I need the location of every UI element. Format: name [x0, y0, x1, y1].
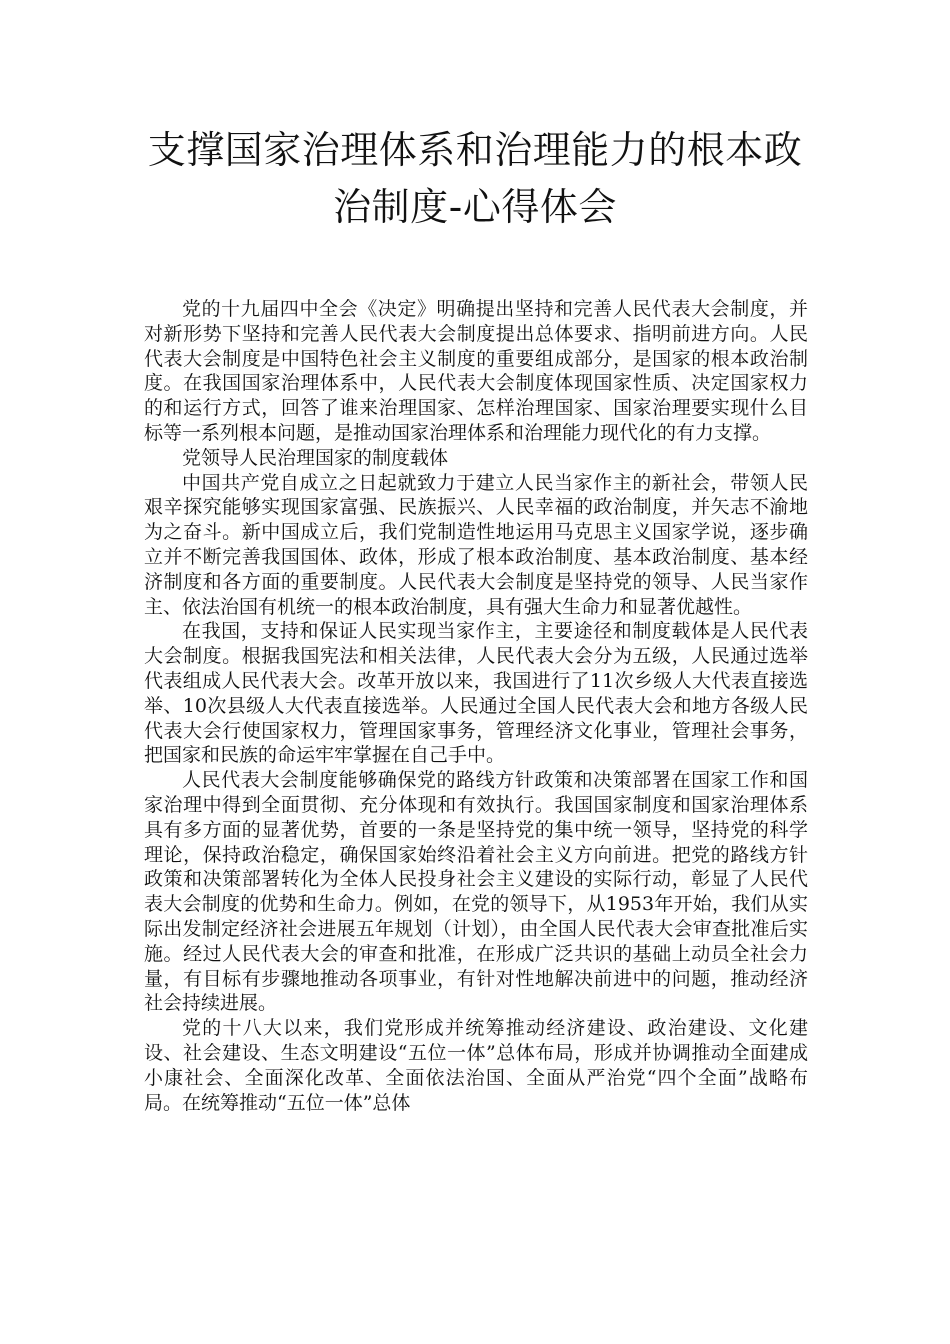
section-heading: 党领导人民治理国家的制度载体	[182, 446, 449, 469]
paragraph-policy-implementation: 人民代表大会制度能够确保党的路线方针政策和决策部署在国家工作和国家治理中得到全面贯彻、充分体现和有效执行。我国国家制度和国家治理体系具有多方面的显著优势，首要的一条是坚持党的集中统一领导，坚持党的科学理论，保持政治稳定，确保国家始终沿着社会主义方向前进。把党的路线方针政策和决策部署转化为全体人民投身社会主义建设的实际行动，彰显了人民代表大会制度的优势和生命力。例如，在党的领导下，从1953年开始，我们从实际出发制定经济社会进展五年规划（计划），由全国人民代表大会审查批准后实施。经过人民代表大会的审查和批准，在形成广泛共识的基础上动员全社会力量，有目标有步骤地推动各项事业，有针对性地解决前进中的问题，推动经济社会持续进展。	[144, 769, 808, 1015]
paragraph-eighteenth-congress: 党的十八大以来，我们党形成并统筹推动经济建设、政治建设、文化建设、社会建设、生态文明建设“五位一体”总体布局，形成并协调推动全面建成小康社会、全面深化改革、全面依法治国、全面从严治党“四个全面”战略布局。在统筹推动“五位一体”总体	[144, 1017, 808, 1114]
paragraph-party-history: 中国共产党自成立之日起就致力于建立人民当家作主的新社会，带领人民艰辛探究能够实现国家富强、民族振兴、人民幸福的政治制度，并矢志不渝地为之奋斗。新中国成立后，我们党制造性地运用马克思主义国家学说，逐步确立并不断完善我国国体、政体，形成了根本政治制度、基本政治制度、基本经济制度和各方面的重要制度。人民代表大会制度是坚持党的领导、人民当家作主、依法治国有机统一的根本政治制度，具有强大生命力和显著优越性。	[144, 471, 808, 618]
paragraph-people-congress: 在我国，支持和保证人民实现当家作主，主要途径和制度载体是人民代表大会制度。根据我国宪法和相关法律，人民代表大会分为五级，人民通过选举代表组成人民代表大会。改革开放以来，我国进行了11次乡级人大代表直接选举、10次县级人大代表直接选举。人民通过全国人民代表大会和地方各级人民代表大会行使国家权力，管理国家事务，管理经济文化事业，管理社会事务，把国家和民族的命运牢牢掌握在自己手中。	[144, 620, 808, 767]
document-title-line-1: 支撑国家治理体系和治理能力的根本政	[147, 128, 803, 172]
document-title	[100, 122, 850, 236]
paragraph-intro: 党的十九届四中全会《决定》明确提出坚持和完善人民代表大会制度，并对新形势下坚持和完善人民代表大会制度提出总体要求、指明前进方向。人民代表大会制度是中国特色社会主义制度的重要组成部分，是国家的根本政治制度。在我国国家治理体系中，人民代表大会制度体现国家性质、决定国家权力的和运行方式，回答了谁来治理国家、怎样治理国家、国家治理要实现什么目标等一系列根本问题，是推动国家治理体系和治理能力现代化的有力支撑。	[144, 298, 808, 444]
document-title-line-2: 治制度-心得体会	[333, 185, 617, 229]
document-body	[144, 297, 808, 1115]
